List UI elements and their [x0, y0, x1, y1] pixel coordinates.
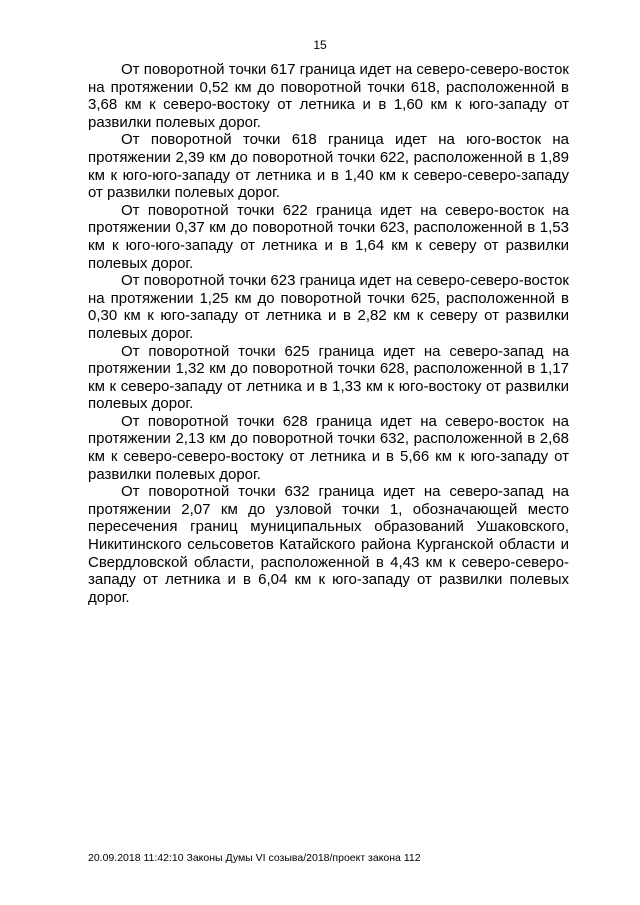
document-body — [88, 61, 569, 606]
paragraph-point-625: От поворотной точки 625 граница идет на северо-запад на протяжении 1,32 км до поворотной точки 628, расположенной в 1,17 км к северо-западу от летника и в 1,33 км к юго-востоку от развилки полевых дорог. — [88, 342, 569, 413]
page-number: 15 — [313, 38, 327, 52]
paragraph-point-632: От поворотной точки 632 граница идет на северо-запад на протяжении 2,07 км до узловой точки 1, обозначающей место пересечения границ муниципальных образований Ушаковского, Никитинского сельсоветов Катайского района Курганской области и Свердловской области, расположенной в 4,43 км к северо-северо-западу от летника и в 6,04 км к юго-западу от развилки полевых дорог. — [88, 483, 569, 606]
paragraph-point-628: От поворотной точки 628 граница идет на северо-восток на протяжении 2,13 км до поворотной точки 632, расположенной в 2,68 км к северо-северо-востоку от летника и в 5,66 км к юго-западу от развилки полевых дорог. — [88, 412, 569, 483]
paragraph-point-617: От поворотной точки 617 граница идет на северо-северо-восток на протяжении 0,52 км до поворотной точки 618, расположенной в 3,68 км к северо-востоку от летника и в 1,60 км к юго-западу от развилки полевых дорог. — [88, 61, 569, 131]
paragraph-point-622: От поворотной точки 622 граница идет на северо-восток на протяжении 0,37 км до поворотной точки 623, расположенной в 1,53 км к юго-юго-западу от летника и в 1,64 км к северу от развилки полевых дорог. — [88, 201, 569, 272]
document-footer: 20.09.2018 11:42:10 Законы Думы VI созыва/2018/проект закона 112 — [88, 852, 421, 864]
paragraph-point-618: От поворотной точки 618 граница идет на юго-восток на протяжении 2,39 км до поворотной точки 622, расположенной в 1,89 км к юго-юго-западу от летника и в 1,40 км к северо-северо-западу от развилки полевых дорог. — [88, 131, 569, 202]
paragraph-point-623: От поворотной точки 623 граница идет на северо-северо-восток на протяжении 1,25 км до поворотной точки 625, расположенной в 0,30 км к юго-западу от летника и в 2,82 км к северу от развилки полевых дорог. — [88, 272, 569, 342]
